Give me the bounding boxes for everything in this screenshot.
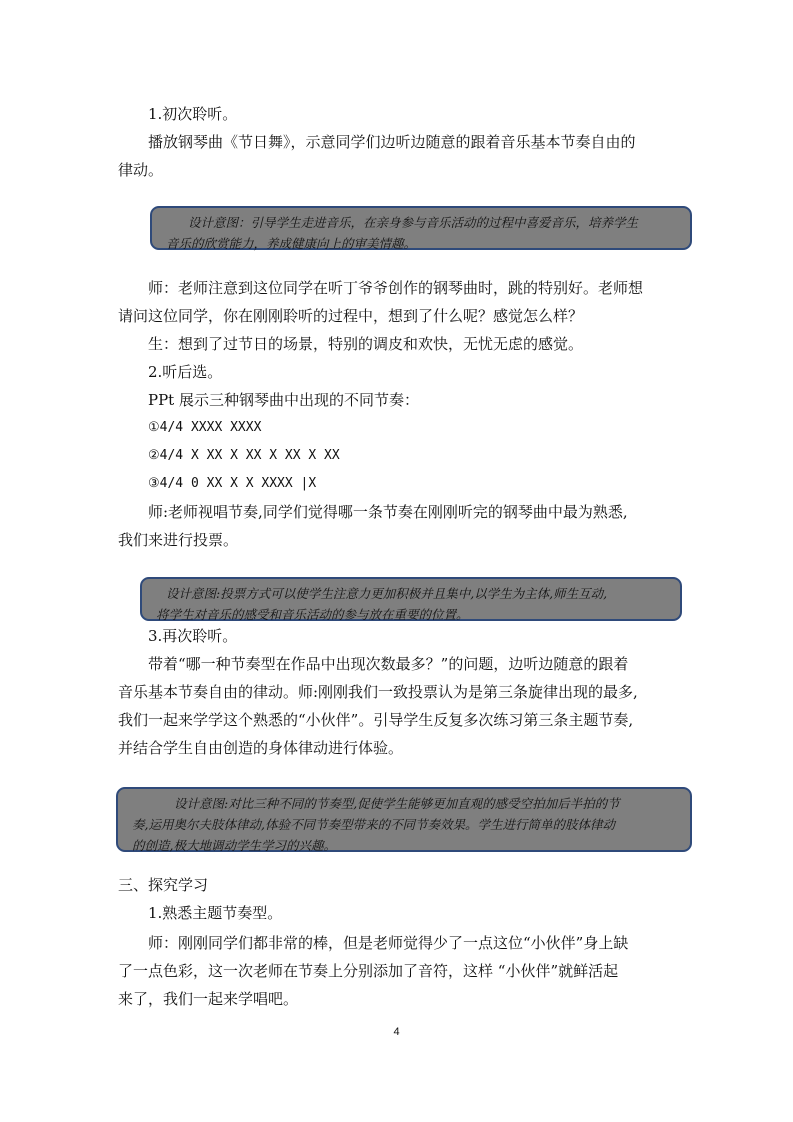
heading-second-listen: 3.再次聆听。 [148, 627, 238, 645]
paragraph-line: PPt 展示三种钢琴曲中出现的不同节奏： [148, 391, 419, 409]
paragraph-line: 师：老师注意到这位同学在听丁爷爷创作的钢琴曲时，跳的特别好。老师想 [148, 279, 644, 297]
paragraph-line: 师：刚刚同学们都非常的棒，但是老师觉得少了一点这位“小伙伴”身上缺 [148, 934, 629, 952]
paragraph-line: 并结合学生自由创造的身体律动进行体验。 [118, 739, 404, 757]
design-intent-box-1 [150, 206, 692, 250]
paragraph-line: 我们一起来学学这个熟悉的“小伙伴”。引导学生反复多次练习第三条主题节奏, [118, 711, 634, 729]
design-intent-text: 将学生对音乐的感受和音乐活动的参与放在重要的位置。 [156, 607, 469, 622]
paragraph-line: 请问这位同学，你在刚刚聆听的过程中，想到了什么呢？感觉怎么样？ [118, 307, 584, 325]
design-intent-text: 的创造,极大地调动学生学习的兴趣。 [132, 838, 336, 853]
rhythm-option-1: ①4/4 XXXX XXXX [148, 420, 262, 435]
heading-listen-select: 2.听后选。 [148, 363, 223, 381]
paragraph-line: 来了，我们一起来学唱吧。 [118, 990, 299, 1008]
heading-first-listen: 1.初次聆听。 [148, 105, 238, 123]
page-number: 4 [393, 1026, 400, 1038]
paragraph-line: 带着“哪一种节奏型在作品中出现次数最多？”的问题，边听边随意的跟着 [148, 655, 629, 673]
design-intent-text: 奏,运用奥尔夫肢体律动,体验不同节奏型带来的不同节奏效果。学生进行简单的肢体律动 [132, 817, 615, 832]
paragraph-line: 律动。 [118, 161, 164, 179]
section-heading-inquiry: 三、探究学习 [118, 876, 209, 894]
design-intent-text: 设计意图:对比三种不同的节奏型,促使学生能够更加直观的感受空拍加后半拍的节 [174, 796, 620, 811]
design-intent-text: 设计意图：引导学生走进音乐，在亲身参与音乐活动的过程中喜爱音乐，培养学生 [188, 215, 639, 230]
design-intent-text: 音乐的欣赏能力，养成健康向上的审美情趣。 [166, 236, 417, 251]
design-intent-box-2 [140, 577, 682, 621]
design-intent-text: 设计意图:投票方式可以使学生注意力更加积极并且集中,以学生为主体,师生互动, [166, 586, 608, 601]
paragraph-line: 生：想到了过节日的场景，特别的调皮和欢快，无忧无虑的感觉。 [148, 335, 584, 353]
paragraph-line: 师:老师视唱节奏,同学们觉得哪一条节奏在刚刚听完的钢琴曲中最为熟悉, [148, 503, 628, 521]
rhythm-option-2: ②4/4 X XX X XX X XX X XX [148, 448, 340, 463]
heading-theme-rhythm: 1.熟悉主题节奏型。 [148, 904, 283, 922]
paragraph-line: 我们来进行投票。 [118, 531, 239, 549]
rhythm-option-3: ③4/4 0 XX X X XXXX |X [148, 476, 317, 491]
paragraph-line: 播放钢琴曲《节日舞》，示意同学们边听边随意的跟着音乐基本节奏自由的 [148, 133, 636, 151]
paragraph-line: 了一点色彩，这一次老师在节奏上分别添加了音符，这样 “小伙伴”就鲜活起 [118, 962, 619, 980]
paragraph-line: 音乐基本节奏自由的律动。师:刚刚我们一致投票认为是第三条旋律出现的最多, [118, 683, 638, 701]
design-intent-box-3 [116, 787, 692, 852]
